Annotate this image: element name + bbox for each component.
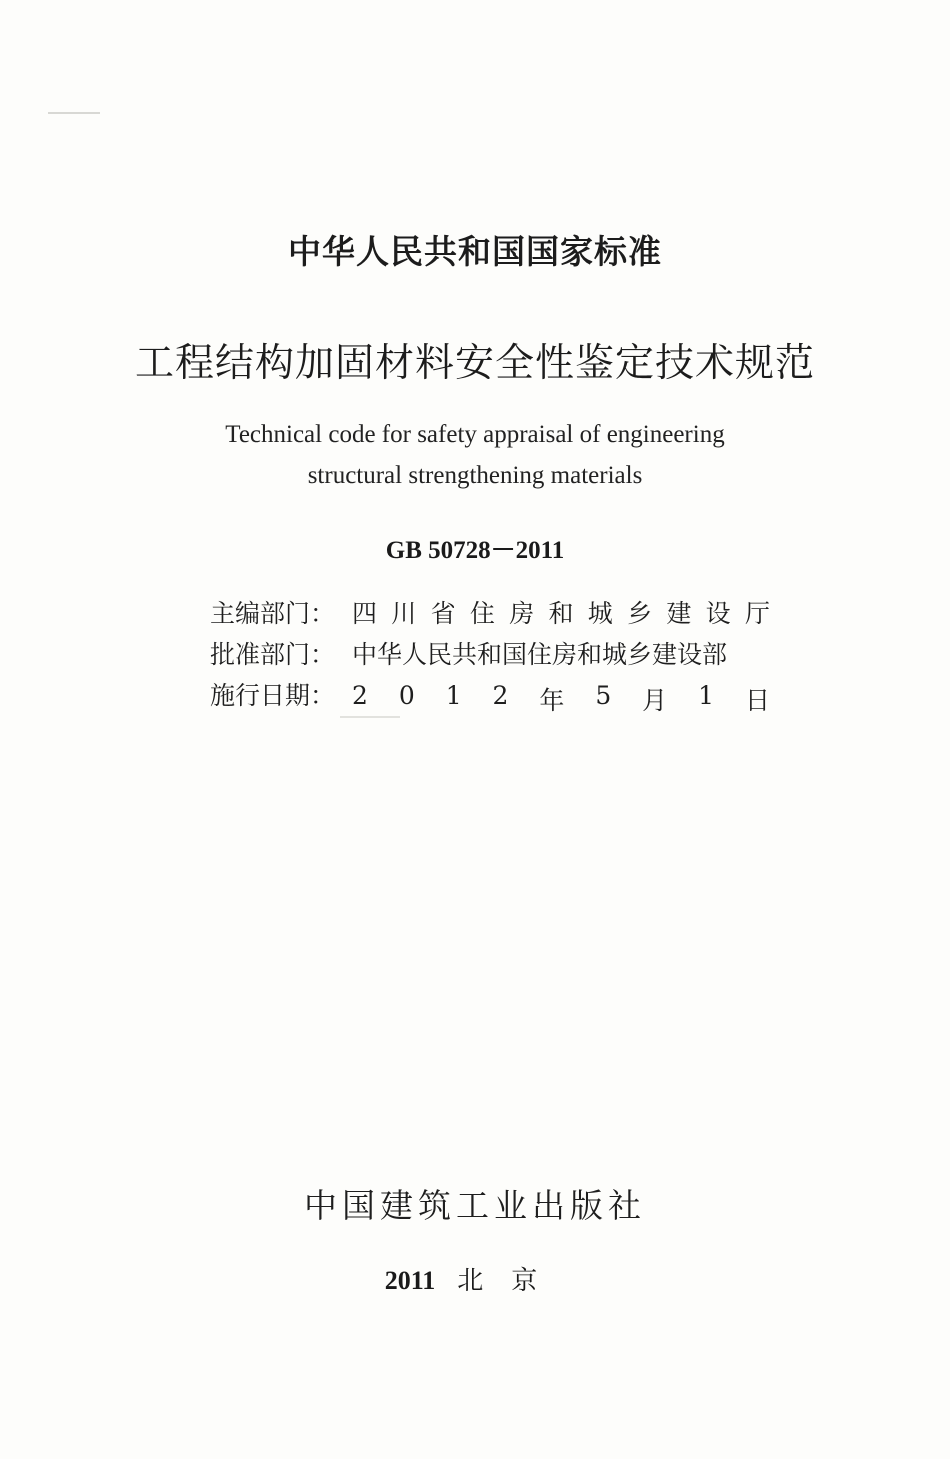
effective-char: 月 [642,686,668,715]
publisher-name: 中国建筑工业出版社 [304,1186,646,1225]
editor-char: 房 [509,599,535,628]
chinese-title: 工程结构加固材料安全性鉴定技术规范 [134,341,815,386]
editor-char: 四 [352,599,378,628]
effective-date-label: 施行日期： [210,681,336,710]
editor-char: 住 [469,599,495,628]
metadata-block [210,594,770,717]
effective-date-row [210,676,770,717]
editor-char: 川 [391,599,417,628]
publication-year: 2011 [384,1266,436,1295]
editor-char: 厅 [744,599,770,628]
effective-char: 0 [398,681,415,710]
effective-char: 日 [744,686,770,715]
editor-char: 省 [430,599,456,628]
effective-char: 5 [595,681,612,710]
standard-series-heading: 中华人民共和国国家标准 [288,232,662,271]
approver-label: 批准部门： [210,640,336,669]
english-title [0,414,950,496]
editor-label: 主编部门： [210,599,336,628]
editor-char: 乡 [627,599,653,628]
english-title-line-1: Technical code for safety appraisal of engineering [225,421,725,448]
editor-char: 和 [548,599,574,628]
effective-char: 2 [492,681,509,710]
editor-value [352,594,770,630]
effective-char: 年 [539,686,565,715]
effective-char: 1 [445,681,462,710]
editor-char: 城 [587,599,613,628]
effective-char: 1 [698,681,715,710]
english-title-line-2: structural strengthening materials [307,462,643,489]
publication-city: 北京 [457,1266,566,1296]
publication-place [0,1260,950,1297]
scan-speck [48,112,100,114]
effective-char: 2 [352,681,368,710]
editor-char: 设 [705,599,731,628]
effective-date-value [352,681,770,717]
standard-code: GB 50728－2011 [385,537,565,564]
editor-char: 建 [666,599,692,628]
editor-row [210,594,770,635]
approver-value: 中华人民共和国住房和城乡建设部 [352,640,728,669]
approver-row [210,635,770,676]
